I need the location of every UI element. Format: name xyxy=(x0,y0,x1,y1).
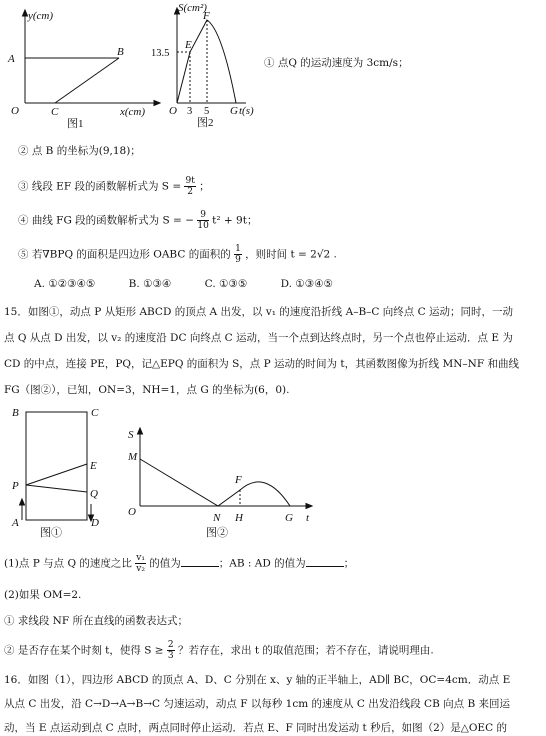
statement-5: ⑤ 若∇BPQ 的面积是四边形 OABC 的面积的 $\frac{1}{9}$ ，则时间 t = 2√2 . xyxy=(18,244,337,265)
fig15a-label-C: C xyxy=(91,407,99,419)
segment-PQ xyxy=(26,485,87,492)
q15-part-2: (2)如果 OM=2. xyxy=(4,589,82,601)
answer-blank-1[interactable] xyxy=(181,556,219,567)
fig1-y-label: y(cm) xyxy=(28,10,54,22)
fig2-caption: 图2 xyxy=(197,117,214,129)
q16-line-2: 从点 C 出发，沿 C→D→A→B→C 匀速运动，动点 F 以每秒 1cm 的速度从 C 出发沿线段 CB 向点 B 来回运 xyxy=(4,698,511,710)
fig2-tick-5: 5 xyxy=(204,106,210,117)
fraction-9-over-10: $\frac{9}{10}$ xyxy=(197,210,209,231)
fig2-label-E: E xyxy=(185,39,192,51)
q15-line-2: 点 Q 从点 D 出发，以 v₂ 的速度沿 DC 向终点 C 运动，当一个点到达终点时，另一个点也停止运动．点 E 为 xyxy=(4,332,513,344)
fig15b-label-F: F xyxy=(235,474,242,486)
fig1-caption: 图1 xyxy=(67,118,84,130)
answer-blank-2[interactable] xyxy=(306,556,344,567)
fig15a-label-A: A xyxy=(12,517,19,529)
fig15a-label-B: B xyxy=(12,407,19,419)
q15-line-4: FG（图②），已知，ON=3，NH=1，点 G 的坐标为(6，0). xyxy=(4,384,290,396)
option-c[interactable]: C. ①③⑤ xyxy=(204,278,248,290)
fraction-9t-over-2: $\frac{9t}{2}$ xyxy=(185,176,195,197)
q15-line-1: 15．如图①，动点 P 从矩形 ABCD 的顶点 A 出发，以 v₁ 的速度沿折线 A–B–C 向终点 C 运动；同时，一动 xyxy=(4,306,514,318)
statement-4: ④ 曲线 FG 段的函数解析式为 S = − $\frac{9}{10}$ t² + 9t； xyxy=(18,210,258,231)
fig15a-label-E: E xyxy=(90,460,97,472)
fraction-2-over-3: $\frac{2}{3}$ xyxy=(167,640,174,661)
fig15b-curve xyxy=(140,459,290,506)
fig1-label-O: O xyxy=(11,105,19,117)
q15-line-3: CD 的中点，连接 PE，PQ，记△EPQ 的面积为 S，点 P 运动的时间为 t，其函数图像为折线 MN–NF 和曲线 xyxy=(4,358,519,370)
q15-part-2b: ② 是否存在某个时刻 t，使得 S ≥ $\frac{2}{3}$ ？若存在，求出 t 的取值范围；若不存在，请说明理由. xyxy=(4,640,434,661)
fig15b-label-O: O xyxy=(128,506,136,518)
fig1-label-B: B xyxy=(117,46,124,58)
fig15b-label-S: S xyxy=(128,429,134,441)
fig2-tick-13-5: 13.5 xyxy=(151,48,170,59)
fig15b-label-H: H xyxy=(235,512,243,524)
option-b[interactable]: B. ①③④ xyxy=(128,278,172,290)
fig1-label-A: A xyxy=(8,53,15,65)
fig15b-label-t: t xyxy=(306,512,310,524)
fig2-tick-3: 3 xyxy=(187,106,193,117)
fig2-label-G: G xyxy=(230,105,238,117)
figure-2 xyxy=(142,0,267,131)
q16-line-3: 动，当 E 点运动到点 C 点时，两点同时停止运动．若点 E、F 同时出发运动 t 秒后，如图（2）是△OEC 的 xyxy=(4,722,507,734)
fig15a-caption: 图① xyxy=(40,527,62,538)
option-a[interactable]: A. ①②③④⑤ xyxy=(34,278,96,290)
q15-part-2a: ① 求线段 NF 所在直线的函数表达式； xyxy=(4,615,188,627)
figure-15-1 xyxy=(8,402,108,538)
statement-3: ③ 线段 EF 段的函数解析式为 S = $\frac{9t}{2}$ ； xyxy=(18,176,210,197)
fig15a-label-D: D xyxy=(91,517,99,529)
figure-15-2 xyxy=(120,420,320,538)
fig2-y-label: S(cm²) xyxy=(178,2,207,14)
statement-2: ② 点 B 的坐标为(9,18)； xyxy=(18,145,141,157)
fig2-label-F: F xyxy=(203,10,210,22)
statement-1: ① 点Q 的运动速度为 3cm/s； xyxy=(264,57,409,69)
fig1-x-label: x(cm) xyxy=(120,106,146,118)
option-d[interactable]: D. ①③④⑤ xyxy=(280,278,333,290)
fig1-segment-CB xyxy=(55,58,119,103)
fig15a-label-Q: Q xyxy=(90,488,98,500)
fig15b-label-G: G xyxy=(285,512,293,524)
fig1-label-C: C xyxy=(51,106,59,118)
q16-line-1: 16．如图（1），四边形 ABCD 的顶点 A、D、C 分别在 x、y 轴的正半轴上，AD∥ BC，OC=4cm．动点 E xyxy=(4,674,511,686)
fig15a-label-P: P xyxy=(12,480,19,492)
fraction-v1-over-v2: $\frac{\text{v₁}}{\text{v₂}}$ xyxy=(136,553,145,574)
q15-part-1: (1)点 P 与点 Q 的速度之比 $\frac{\text{v₁}}{\text{v₂}}$ 的值为 ；AB : AD 的值为 ； xyxy=(4,553,355,574)
fig2-x-label: t(s) xyxy=(239,105,254,117)
fig15b-label-M: M xyxy=(128,451,138,463)
fraction-1-over-9: $\frac{1}{9}$ xyxy=(235,244,241,265)
answer-options xyxy=(34,277,363,291)
figure-1 xyxy=(5,6,165,131)
rectangle-ABCD xyxy=(26,412,87,520)
fig15b-caption: 图② xyxy=(206,527,228,538)
fig15b-label-N: N xyxy=(213,512,221,524)
fig2-label-O: O xyxy=(169,105,177,117)
segment-PE xyxy=(26,464,87,485)
